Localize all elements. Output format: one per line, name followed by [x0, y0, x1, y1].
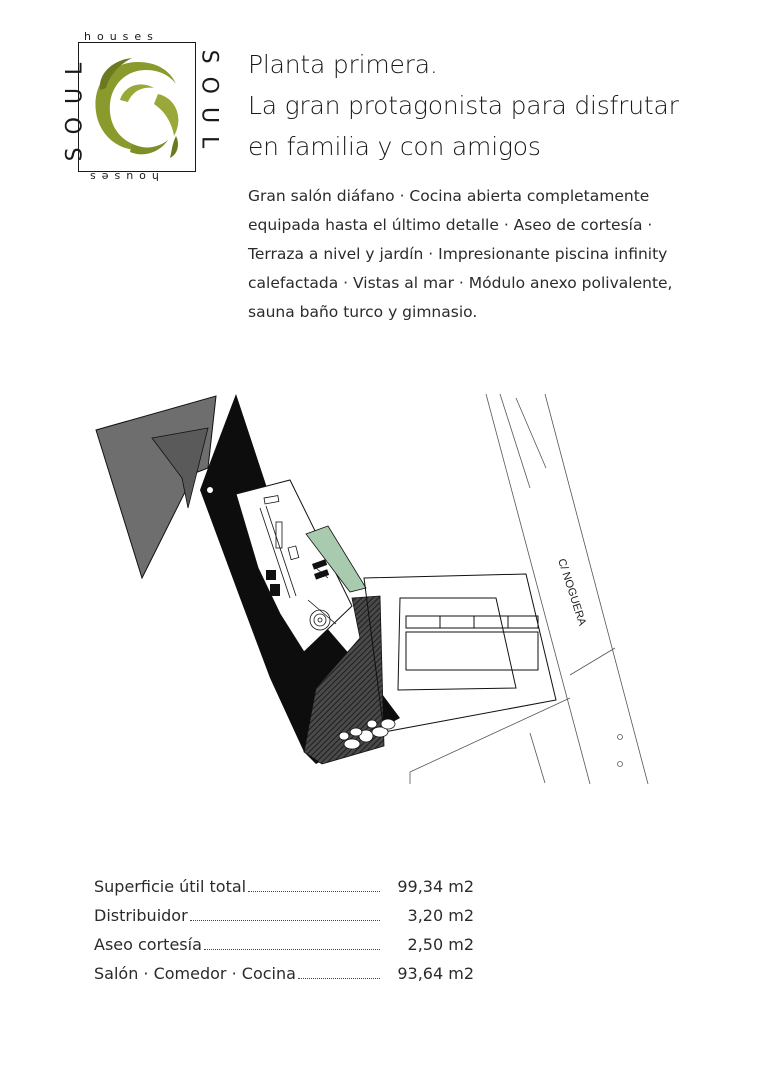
feature-description	[248, 182, 748, 327]
floor-plan-drawing	[90, 388, 660, 788]
page-headline	[248, 44, 748, 167]
headline-line-1: Planta primera.	[248, 50, 438, 79]
street-name-label: C/ NOGUERA	[555, 557, 589, 628]
area-value: 3,20 m2	[407, 906, 474, 925]
street-marker	[618, 762, 623, 767]
surface-areas-table	[94, 872, 474, 988]
logo-soul-right: SOUL	[196, 49, 222, 162]
description-line: Terraza a nivel y jardín · Impresionante piscina infinity	[248, 245, 668, 263]
area-value: 2,50 m2	[407, 935, 474, 954]
area-label: Salón · Comedor · Cocina	[94, 964, 296, 983]
leader-dots	[248, 891, 380, 892]
description-line: calefactada · Vistas al mar · Módulo anexo polivalente,	[248, 274, 673, 292]
area-label: Distribuidor	[94, 906, 188, 925]
area-value: 93,64 m2	[397, 964, 474, 983]
area-label: Aseo cortesía	[94, 935, 202, 954]
leader-dots	[190, 920, 380, 921]
logo-soul-left: SOUL	[62, 49, 88, 162]
headline-line-3: en familia y con amigos	[248, 132, 541, 161]
headline-line-2: La gran protagonista para disfrutar	[248, 91, 679, 120]
description-line: sauna baño turco y gimnasio.	[248, 303, 478, 321]
logo-houses-bottom: houses	[84, 170, 159, 183]
street-lines	[410, 394, 648, 784]
area-value: 99,34 m2	[397, 877, 474, 896]
description-line: Gran salón diáfano · Cocina abierta completamente	[248, 187, 650, 205]
leaf-swirl-icon	[80, 44, 192, 168]
roof-wing	[96, 396, 216, 578]
leader-dots	[298, 978, 380, 979]
soul-houses-logo	[48, 30, 228, 190]
area-row	[94, 930, 474, 959]
description-line: equipada hasta el último detalle · Aseo de cortesía ·	[248, 216, 653, 234]
leader-dots	[204, 949, 380, 950]
area-row	[94, 901, 474, 930]
area-row	[94, 872, 474, 901]
logo-houses-top: houses	[84, 30, 159, 43]
street-marker	[618, 735, 623, 740]
pool-annex	[364, 574, 556, 732]
area-row	[94, 959, 474, 988]
column-marker	[207, 487, 213, 493]
area-label: Superficie útil total	[94, 877, 247, 896]
